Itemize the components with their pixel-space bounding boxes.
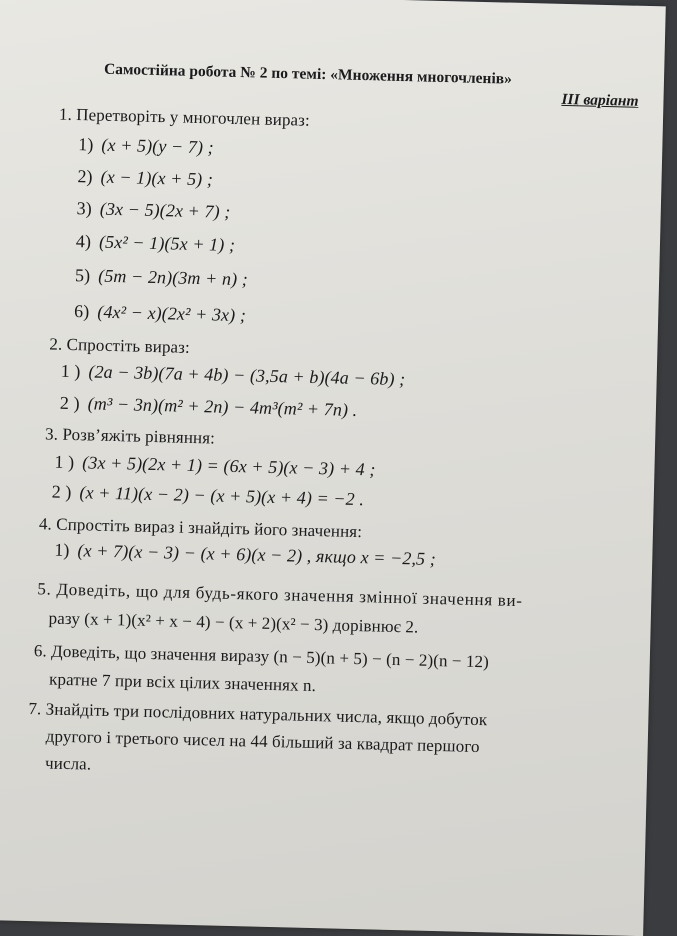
task1-heading: 1. Перетворіть у многочлен вираз: [58,104,311,130]
task7-line-1: 7. Знайдіть три послідовних натуральних числа, якщо добуток [28,699,488,730]
task1-item-6 [74,301,246,326]
item-expression: (m³ − 3n)(m² + 2n) − 4m³(m² + 7n) . [87,393,358,420]
task4-heading: 4. Спростіть вираз і знайдіть його значення: [38,514,363,542]
item-number: 2 ) [51,481,72,503]
task1-item-3 [76,198,230,223]
task1-item-5 [75,265,248,290]
item-expression: (2a − 3b)(7a + 4b) − (3,5a + b)(4a − 6b) ; [88,361,406,390]
variant-label: III варіант [561,90,639,110]
item-expression: (4x² − x)(2x² + 3x) ; [97,301,247,326]
item-number: 5) [74,265,91,286]
item-expression: (5x² − 1)(5x + 1) ; [98,231,236,255]
item-number: 1) [78,134,94,155]
item-expression: (x + 7)(x − 3) − (x + 6)(x − 2) , якщо x = −2,5 ; [77,540,437,569]
item-number: 1) [54,539,70,561]
item-expression: (x + 5)(y − 7) ; [101,134,215,158]
task1-item-2 [77,166,213,190]
item-expression: (3x − 5)(2x + 7) ; [99,198,231,222]
task2-item-1 [60,361,405,390]
task1-item-1 [78,134,214,158]
task3-heading: 3. Розв’яжіть рівняння: [44,424,216,448]
item-number: 4) [75,231,92,252]
task5-line-2: разу (x + 1)(x² + x − 4) − (x + 2)(x² − 3) дорівнює 2. [48,608,419,637]
task2-item-2 [60,393,358,421]
item-number: 3) [76,198,93,219]
item-expression: (x − 1)(x + 5) ; [100,166,214,190]
item-expression: (x + 11)(x − 2) − (x + 5)(x + 4) = −2 . [79,482,365,510]
task4-item-1 [54,540,436,570]
worksheet-title: Самостійна робота № 2 по темі: «Множення многочленів» [103,60,513,88]
task6-line-1: 6. Доведіть, що значення виразу (n − 5)(n + 5) − (n − 2)(n − 12) [33,641,490,672]
task7-line-3: числа. [44,753,92,774]
task3-item-2 [51,482,364,511]
item-number: 2) [77,166,93,187]
item-number: 1 ) [60,360,81,382]
item-number: 1 ) [54,451,75,473]
task3-item-1 [54,452,376,481]
task6-line-2: кратне 7 при всіх цілих значеннях n. [48,669,317,696]
item-number: 2 ) [59,392,80,414]
task1-item-4 [76,231,236,256]
task2-heading: 2. Спростіть вираз: [49,334,191,357]
task5-line-1: 5. Доведіть, що для будь-якого значення змінної значення ви- [37,579,523,611]
item-expression: (3x + 5)(2x + 1) = (6x + 5)(x − 3) + 4 ; [82,452,376,480]
task7-line-2: другого і третього чисел на 44 більший за квадрат першого [45,726,480,757]
item-expression: (5m − 2n)(3m + n) ; [98,265,249,290]
item-number: 6) [73,301,90,322]
